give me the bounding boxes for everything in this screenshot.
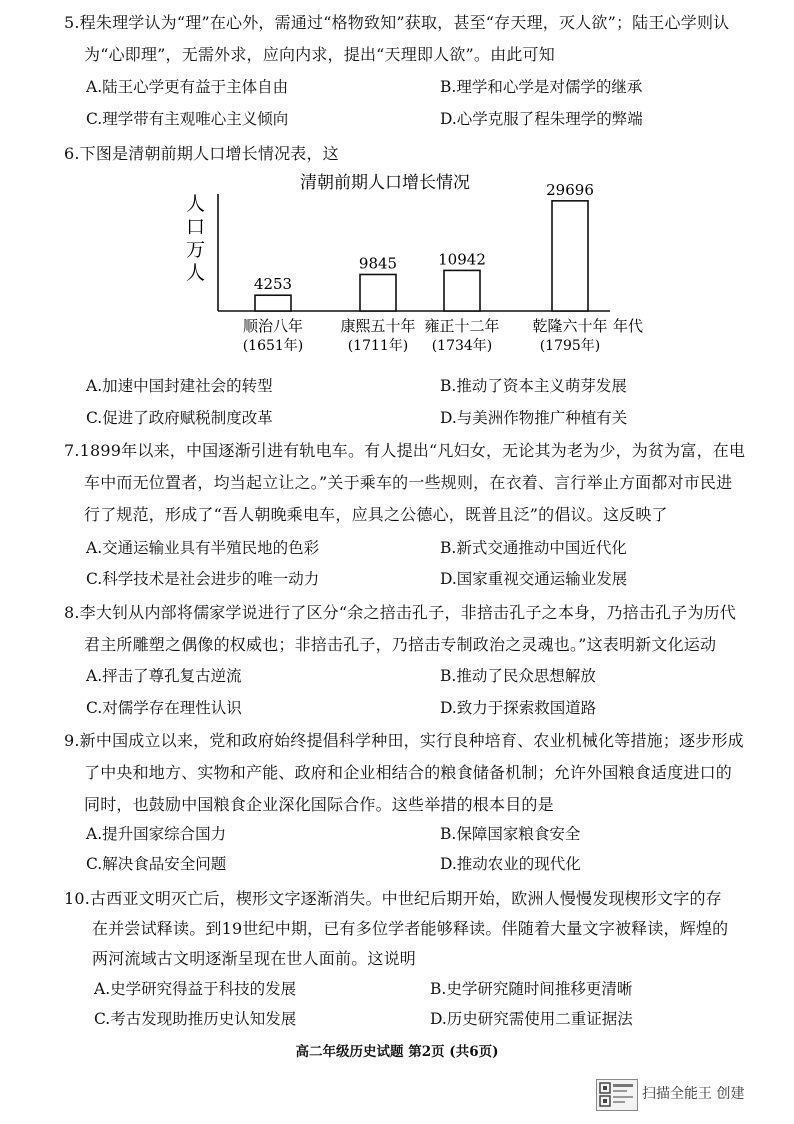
q8-line-2: 君主所雕塑之偶像的权威也；非掊击孔子，乃掊击专制政治之灵魂也。”这表明新文化运动 <box>84 635 717 654</box>
scanner-watermark <box>596 1079 786 1109</box>
q5-option-c[interactable]: C.理学带有主观唯心主义倾向 <box>86 110 289 128</box>
x-tick-year-2: (1734年) <box>431 338 493 354</box>
ylabel-char: 人 <box>186 193 206 215</box>
q9-line-1: 9.新中国成立以来，党和政府始终提倡科学种田，实行良种培育、农业机械化等措施；逐步形成 <box>64 731 744 750</box>
chart-bars <box>254 181 594 311</box>
qr-logo-icon <box>596 1079 638 1111</box>
q7-line-1: 7.1899年以来，中国逐渐引进有轨电车。有人提出“凡妇女，无论其为老为少，为贫为富，在电 <box>64 441 746 460</box>
chart-x-labels <box>243 317 608 354</box>
x-tick-label-1: 康熙五十年 <box>340 317 416 335</box>
q8-option-b[interactable]: B.推动了民众思想解放 <box>440 667 596 685</box>
q5-option-b[interactable]: B.理学和心学是对儒学的继承 <box>440 78 643 96</box>
q7-option-d[interactable]: D.国家重视交通运输业发展 <box>440 570 628 588</box>
bar-value-label-2: 10942 <box>438 250 486 269</box>
q6-option-b[interactable]: B.推动了资本主义萌芽发展 <box>440 377 627 395</box>
bar-0 <box>255 295 291 311</box>
watermark-text: 扫描全能王 创建 <box>642 1086 745 1102</box>
bar-1 <box>360 274 396 311</box>
q10-line-1: 10.古西亚文明灭亡后，楔形文字逐渐消失。中世纪后期开始，欧洲人慢慢发现楔形文字的存 <box>64 889 722 908</box>
population-bar-chart <box>180 166 680 356</box>
page-footer: 高二年级历史试题 第2页 (共6页) <box>295 1044 499 1060</box>
q8-option-c[interactable]: C.对儒学存在理性认识 <box>86 699 242 717</box>
q9-line-3: 同时，也鼓励中国粮食企业深化国际合作。这些举措的根本目的是 <box>84 795 554 814</box>
q10-option-d[interactable]: D.历史研究需使用二重证据法 <box>430 1010 633 1028</box>
ylabel-char: 口 <box>186 216 206 238</box>
q9-option-c[interactable]: C.解决食品安全问题 <box>86 855 227 873</box>
q5-option-a[interactable]: A.陆王心学更有益于主体自由 <box>86 78 289 96</box>
q7-line-3: 行了规范，形成了“吾人朝晚乘电车，应具之公德心，既普且泛”的倡议。这反映了 <box>84 505 668 524</box>
q5-line-2: 为“心即理”，无需外求，应向内求，提出“天理即人欲”。由此可知 <box>84 45 555 64</box>
q5-line-1: 5.程朱理学认为“理”在心外，需通过“格物致知”获取，甚至“存天理，灭人欲”；陆王心学则认 <box>64 13 730 32</box>
q8-option-a[interactable]: A.抨击了尊孔复古逆流 <box>86 667 242 685</box>
chart-title: 清朝前期人口增长情况 <box>300 173 470 193</box>
q7-option-c[interactable]: C.科学技术是社会进步的唯一动力 <box>86 570 320 588</box>
q6-option-d[interactable]: D.与美洲作物推广种植有关 <box>440 409 628 427</box>
q10-option-c[interactable]: C.考古发现助推历史认知发展 <box>94 1010 297 1028</box>
q6-line-1: 6.下图是清朝前期人口增长情况表，这 <box>64 144 339 163</box>
x-tick-year-1: (1711年) <box>347 338 409 354</box>
q9-option-a[interactable]: A.提升国家综合国力 <box>86 825 227 843</box>
x-tick-year-0: (1651年) <box>242 338 304 354</box>
x-tick-label-2: 雍正十二年 <box>424 317 500 335</box>
x-tick-year-3: (1795年) <box>539 338 601 354</box>
q10-line-3: 两河流域古文明逐渐呈现在世人面前。这说明 <box>92 949 417 968</box>
q7-option-b[interactable]: B.新式交通推动中国近代化 <box>440 539 627 557</box>
x-tick-label-3: 乾隆六十年 <box>532 317 608 335</box>
ylabel-char: 万 <box>186 239 206 261</box>
q10-option-a[interactable]: A.史学研究得益于科技的发展 <box>94 980 297 998</box>
x-tick-label-0: 顺治八年 <box>242 317 304 335</box>
bar-value-label-1: 9845 <box>358 254 398 273</box>
bar-3 <box>552 201 588 311</box>
q7-line-2: 车中而无位置者，均当起立让之。”关于乘车的一些规则，在衣着、言行举止方面都对市民进 <box>84 473 733 492</box>
q9-option-b[interactable]: B.保障国家粮食安全 <box>440 825 581 843</box>
q10-line-2: 在并尝试释读。到19世纪中期，已有多位学者能够释读。伴随着大量文字被释读，辉煌的 <box>92 919 729 938</box>
q6-option-a[interactable]: A.加速中国封建社会的转型 <box>86 377 273 395</box>
q9-line-2: 了中央和地方、实物和产能、政府和企业相结合的粮食储备机制；允许外国粮食适度进口的 <box>84 763 733 782</box>
q8-option-d[interactable]: D.致力于探索救国道路 <box>440 699 597 717</box>
bar-2 <box>444 270 480 311</box>
ylabel-char: 人 <box>186 262 206 284</box>
bar-value-label-0: 4253 <box>253 275 293 294</box>
q8-line-1: 8.李大钊从内部将儒家学说进行了区分“余之掊击孔子，非掊击孔子之本身，乃掊击孔子为历代 <box>64 603 737 622</box>
bar-value-label-3: 29696 <box>546 180 594 199</box>
q6-option-c[interactable]: C.促进了政府赋税制度改革 <box>86 409 273 427</box>
q10-option-b[interactable]: B.史学研究随时间推移更清晰 <box>430 980 633 998</box>
q9-option-d[interactable]: D.推动农业的现代化 <box>440 855 581 873</box>
q5-option-d[interactable]: D.心学克服了程朱理学的弊端 <box>440 110 643 128</box>
chart-xlabel: 年代 <box>613 317 644 335</box>
chart-ylabel <box>186 193 205 284</box>
q7-option-a[interactable]: A.交通运输业具有半殖民地的色彩 <box>86 539 320 557</box>
